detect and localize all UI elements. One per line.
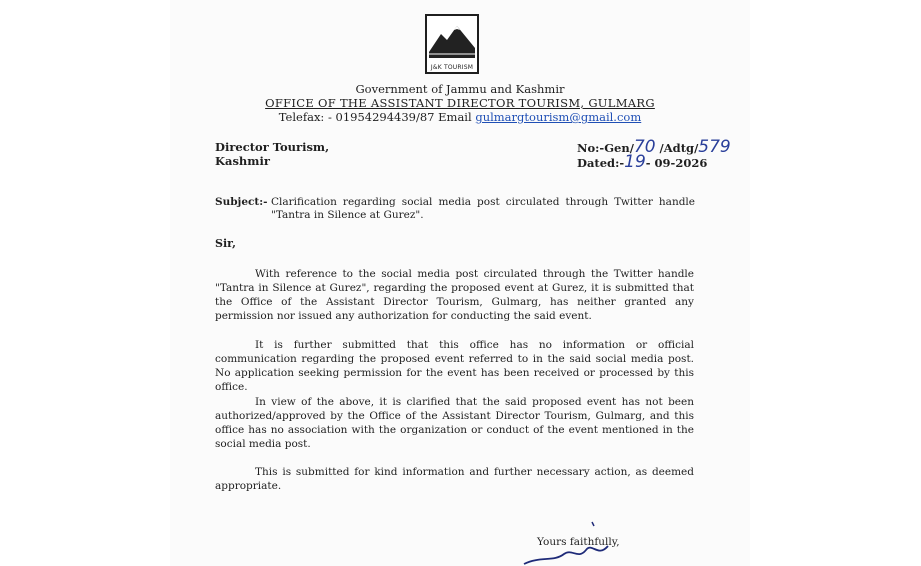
reference-number [577,137,731,157]
reference-prefix: No:-Gen/ [577,141,634,155]
addressee-line1: Director Tourism, [215,140,330,154]
reference-mid: /Adtg/ [655,141,699,155]
mountain-logo-icon [429,18,475,58]
header-contact [250,110,670,124]
handwritten-number: 70 [633,137,656,157]
email-link[interactable]: gulmargtourism@gmail.com [475,110,642,124]
closing-text: Yours faithfully, [537,536,620,548]
paragraph-2: It is further submitted that this office has no information or official communication regarding the proposed event referred to in the said social media post. No application seeking permission for the event has been received or processed by this office. [215,339,694,393]
handwritten-day: 19 [624,152,646,172]
reference-block [577,137,731,172]
header-government: Government of Jammu and Kashmir [355,82,565,96]
paragraph-3: In view of the above, it is clarified that the said proposed event has not been authorized/approved by the Office of the Assistant Director Tourism, Gulmarg, and this office has no association with the organization or conduct of the event mentioned in the social media post. [215,396,694,450]
paragraph-1: With reference to the social media post circulated through the Twitter handle "Tantra in Silence at Gurez", regarding the proposed event at Gurez, it is submitted that the Office of the Assistant Director Tourism, Gulmarg, has neither granted any permission nor issued any authorization for conducting the said event. [215,268,694,322]
header-office: OFFICE OF THE ASSISTANT DIRECTOR TOURISM, GULMARG [265,96,655,110]
addressee-block [215,140,329,168]
handwritten-number-2: 579 [698,137,731,157]
addressee-line2: Kashmir [215,154,270,168]
logo-text: J&K TOURISM [430,64,474,71]
dated-prefix: Dated:- [577,156,625,170]
dated-suffix: - 09-2026 [645,156,708,170]
subject-text: Clarification regarding social media post circulated through Twitter handle "Tantra in Silence at Gurez". [271,196,695,221]
signature-scribble-icon [520,520,630,566]
salutation: Sir, [215,237,236,250]
reference-date [577,152,731,172]
jk-tourism-logo [425,14,479,74]
subject-label: Subject:- [215,196,268,208]
paragraph-4: This is submitted for kind information and further necessary action, as deemed appropriate. [215,466,694,492]
telefax-text: Telefax: - 01954294439/87 Email [278,110,476,124]
